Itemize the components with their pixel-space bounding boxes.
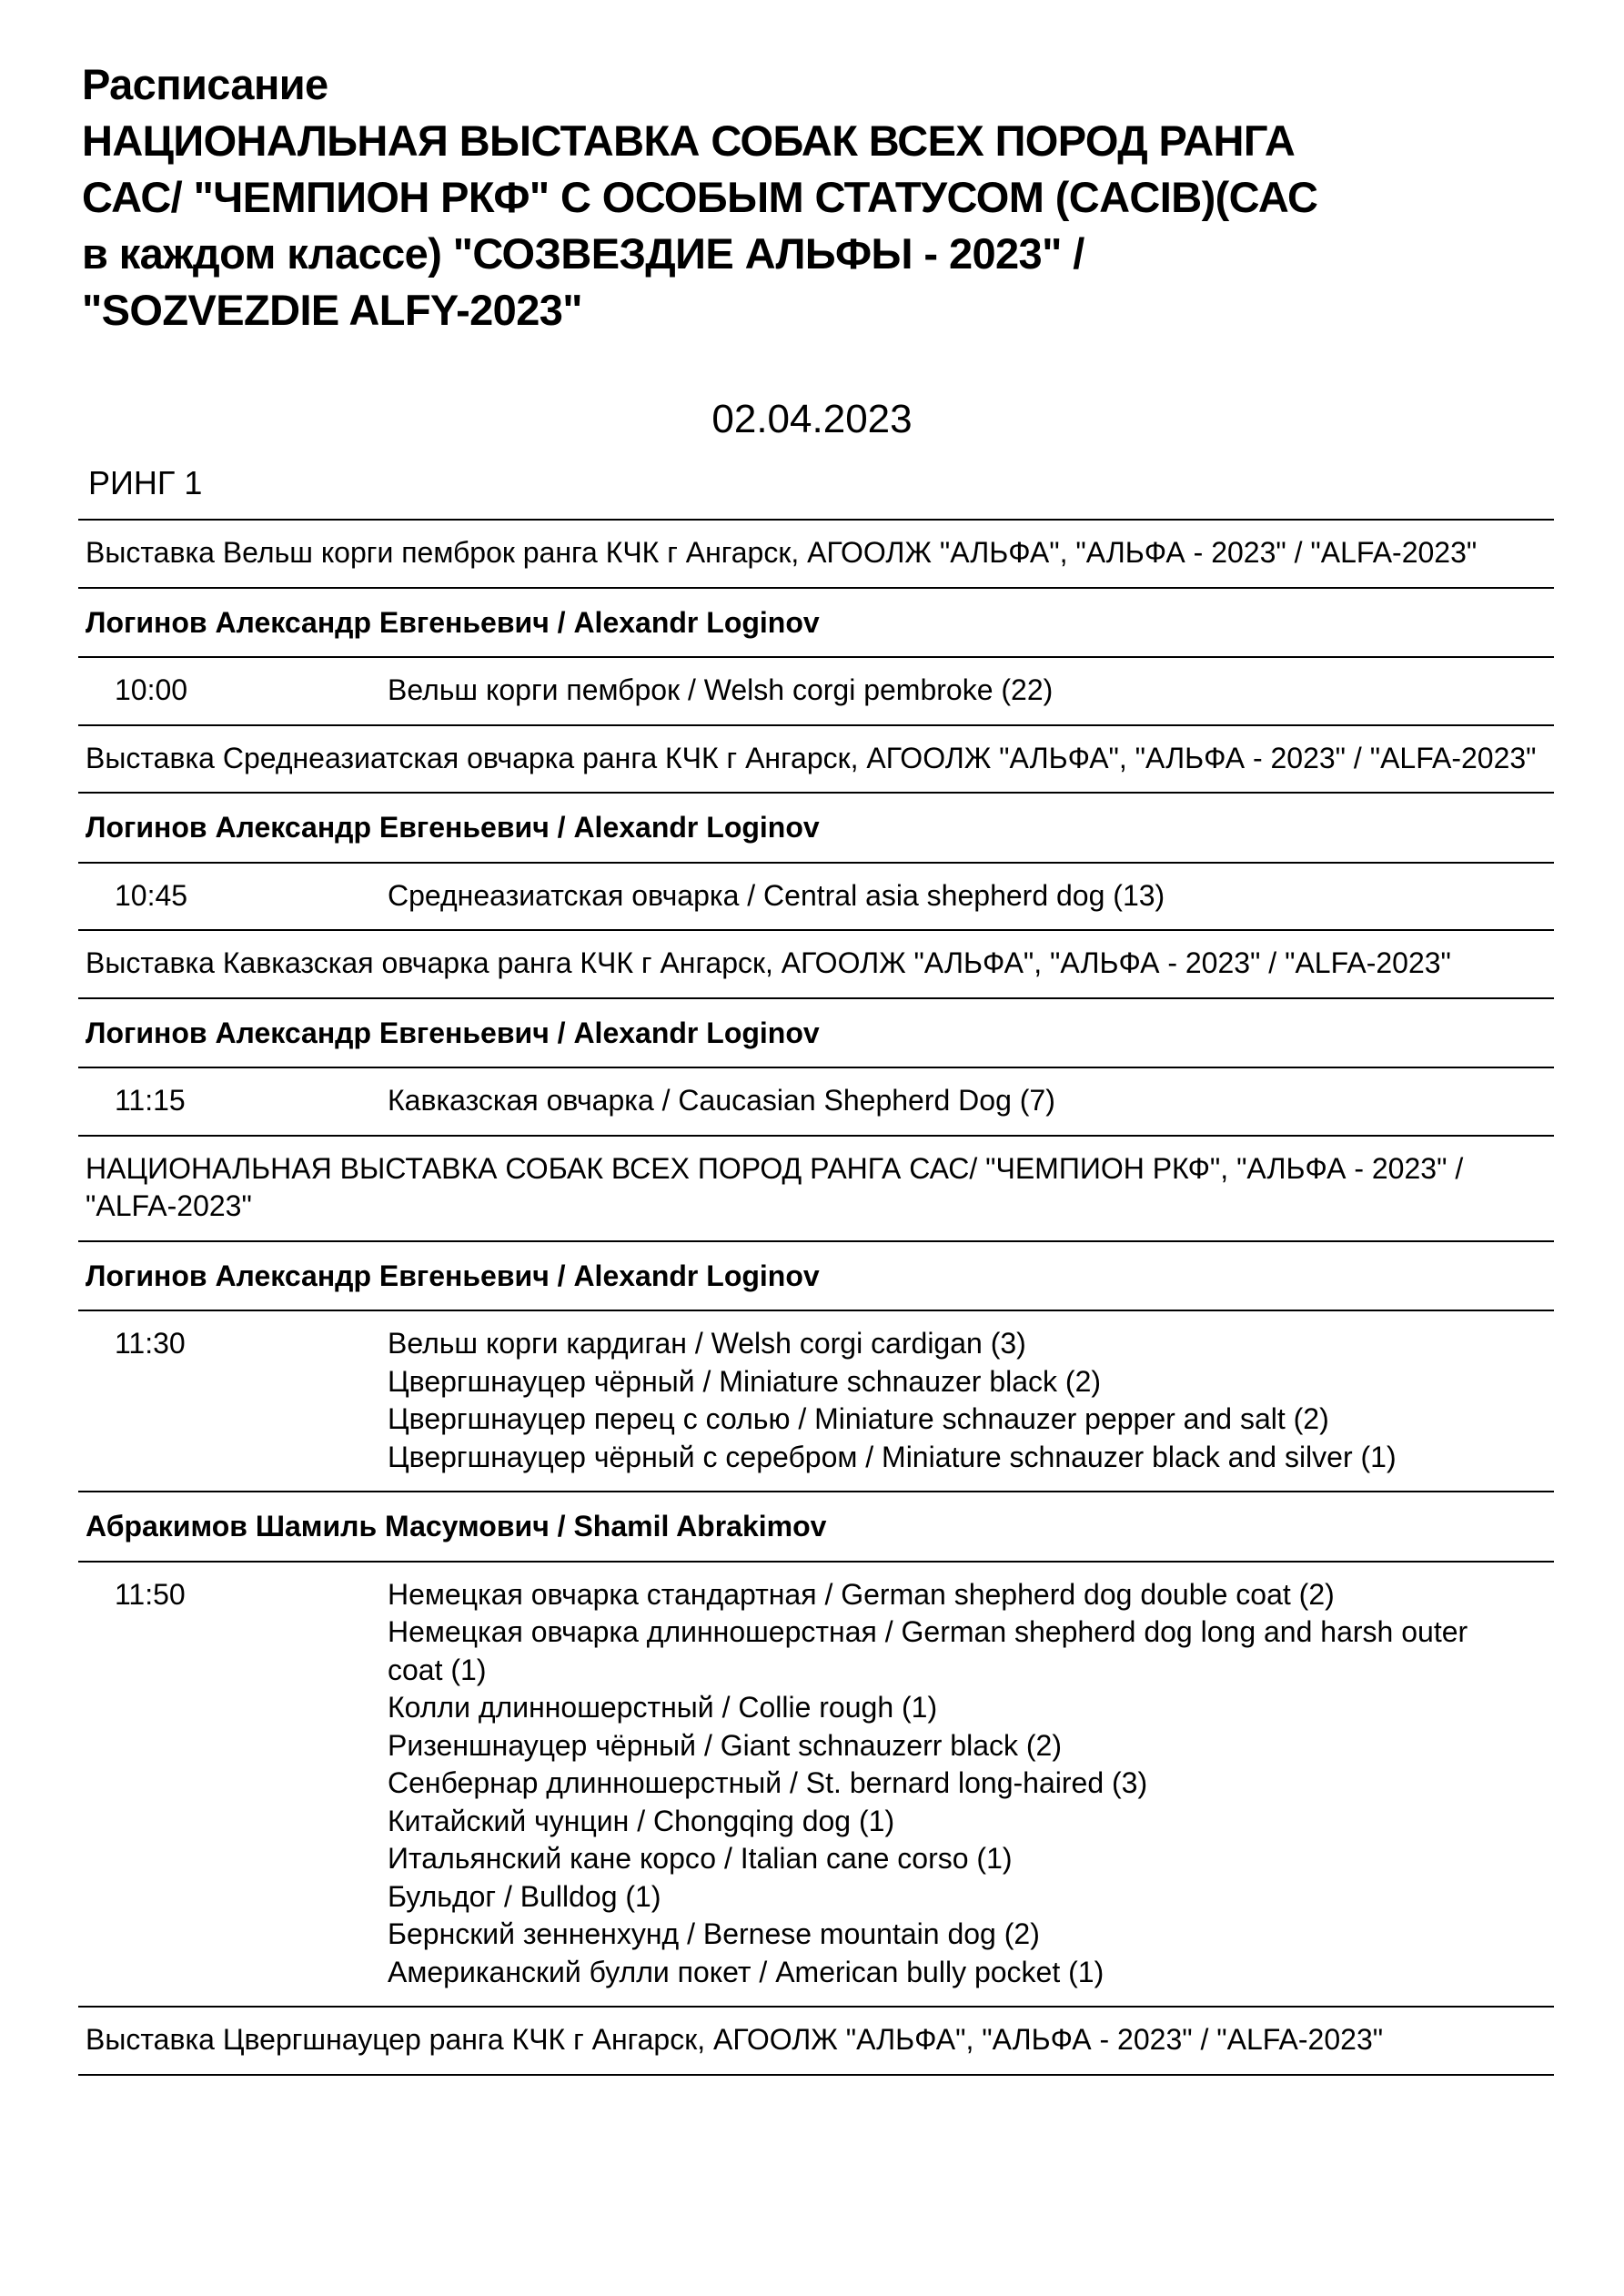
show-row: Выставка Цвергшнауцер ранга КЧК г Ангарск, АГООЛЖ "АЛЬФА", "АЛЬФА - 2023" / "ALFA-2023" [78,2006,1554,2076]
title-line: НАЦИОНАЛЬНАЯ ВЫСТАВКА СОБАК ВСЕХ ПОРОД РАНГА [82,116,1296,165]
breed-item: Американский булли покет / American bully pocket (1) [388,1955,1105,1988]
schedule-table [78,519,1554,2076]
breed-item: Цвергшнауцер чёрный с серебром / Miniature schnauzer black and silver (1) [388,1440,1397,1473]
time-slot-row [78,1310,1554,1491]
breed-item: Колли длинношерстный / Collie rough (1) [388,1691,938,1724]
breed-item: Бульдог / Bulldog (1) [388,1879,661,1913]
breed-list [388,877,1547,915]
slot-time: 10:00 [115,673,188,706]
breed-list [388,672,1547,710]
show-row: НАЦИОНАЛЬНАЯ ВЫСТАВКА СОБАК ВСЕХ ПОРОД РАНГА САС/ "ЧЕМПИОН РКФ", "АЛЬФА - 2023" / "ALFA-2023" [78,1135,1554,1240]
breed-item: Немецкая овчарка стандартная / German shepherd dog double coat (2) [388,1577,1335,1611]
judge-row: Логинов Александр Евгеньевич / Alexandr Loginov [78,587,1554,657]
breed-item: Китайский чунцин / Chongqing dog (1) [388,1804,895,1837]
schedule-date: 02.04.2023 [711,397,913,441]
judge-row: Логинов Александр Евгеньевич / Alexandr Loginov [78,1240,1554,1310]
slot-time: 11:30 [115,1327,186,1360]
document-title [82,56,1574,339]
breed-item: Цвергшнауцер перец с солью / Miniature schnauzer pepper and salt (2) [388,1402,1329,1435]
ring-label: РИНГ 1 [88,464,203,501]
slot-time: 11:50 [115,1577,186,1611]
show-row: Выставка Вельш корги пемброк ранга КЧК г Ангарск, АГООЛЖ "АЛЬФА", "АЛЬФА - 2023" / "ALFA-2023" [78,519,1554,587]
time-slot-row [78,1067,1554,1135]
breed-list [388,1082,1547,1120]
judge-row: Абракимов Шамиль Масумович / Shamil Abrakimov [78,1491,1554,1561]
show-row: Выставка Кавказская овчарка ранга КЧК г Ангарск, АГООЛЖ "АЛЬФА", "АЛЬФА - 2023" / "ALFA-2023" [78,929,1554,997]
breed-item: Сенбернар длинношерстный / St. bernard long-haired (3) [388,1766,1148,1799]
show-row: Выставка Среднеазиатская овчарка ранга КЧК г Ангарск, АГООЛЖ "АЛЬФА", "АЛЬФА - 2023" / "ALFA-2023" [78,724,1554,793]
breed-item: Немецкая овчарка длинношерстная / German shepherd dog long and harsh outer coat (1) [388,1615,1468,1686]
time-slot-row [78,1561,1554,2007]
breed-item: Вельш корги кардиган / Welsh corgi cardigan (3) [388,1327,1026,1360]
slot-time: 10:45 [115,878,188,912]
title-line: в каждом классе) "СОЗВЕЗДИЕ АЛЬФЫ - 2023" / [82,229,1084,278]
time-slot-row [78,656,1554,724]
breed-item: Кавказская овчарка / Caucasian Shepherd Dog (7) [388,1084,1055,1117]
breed-item: Итальянский кане корсо / Italian cane corso (1) [388,1842,1013,1875]
title-line: САС/ "ЧЕМПИОН РКФ" С ОСОБЫМ СТАТУСОМ (CACIB)(САС [82,173,1318,221]
slot-time: 11:15 [115,1084,186,1117]
breed-item: Ризеншнауцер чёрный / Giant schnauzerr black (2) [388,1728,1062,1762]
breed-list [388,1576,1547,1992]
breed-item: Среднеазиатская овчарка / Central asia shepherd dog (13) [388,878,1165,912]
judge-row: Логинов Александр Евгеньевич / Alexandr Loginov [78,792,1554,862]
breed-item: Бернский зенненхунд / Bernese mountain dog (2) [388,1917,1040,1950]
title-line: "SOZVEZDIE ALFY-2023" [82,286,582,334]
breed-list [388,1325,1547,1476]
judge-row: Логинов Александр Евгеньевич / Alexandr Loginov [78,997,1554,1067]
title-line: Расписание [82,60,328,108]
time-slot-row [78,862,1554,930]
breed-item: Цвергшнауцер чёрный / Miniature schnauzer black (2) [388,1364,1102,1398]
breed-item: Вельш корги пемброк / Welsh corgi pembroke (22) [388,673,1054,706]
